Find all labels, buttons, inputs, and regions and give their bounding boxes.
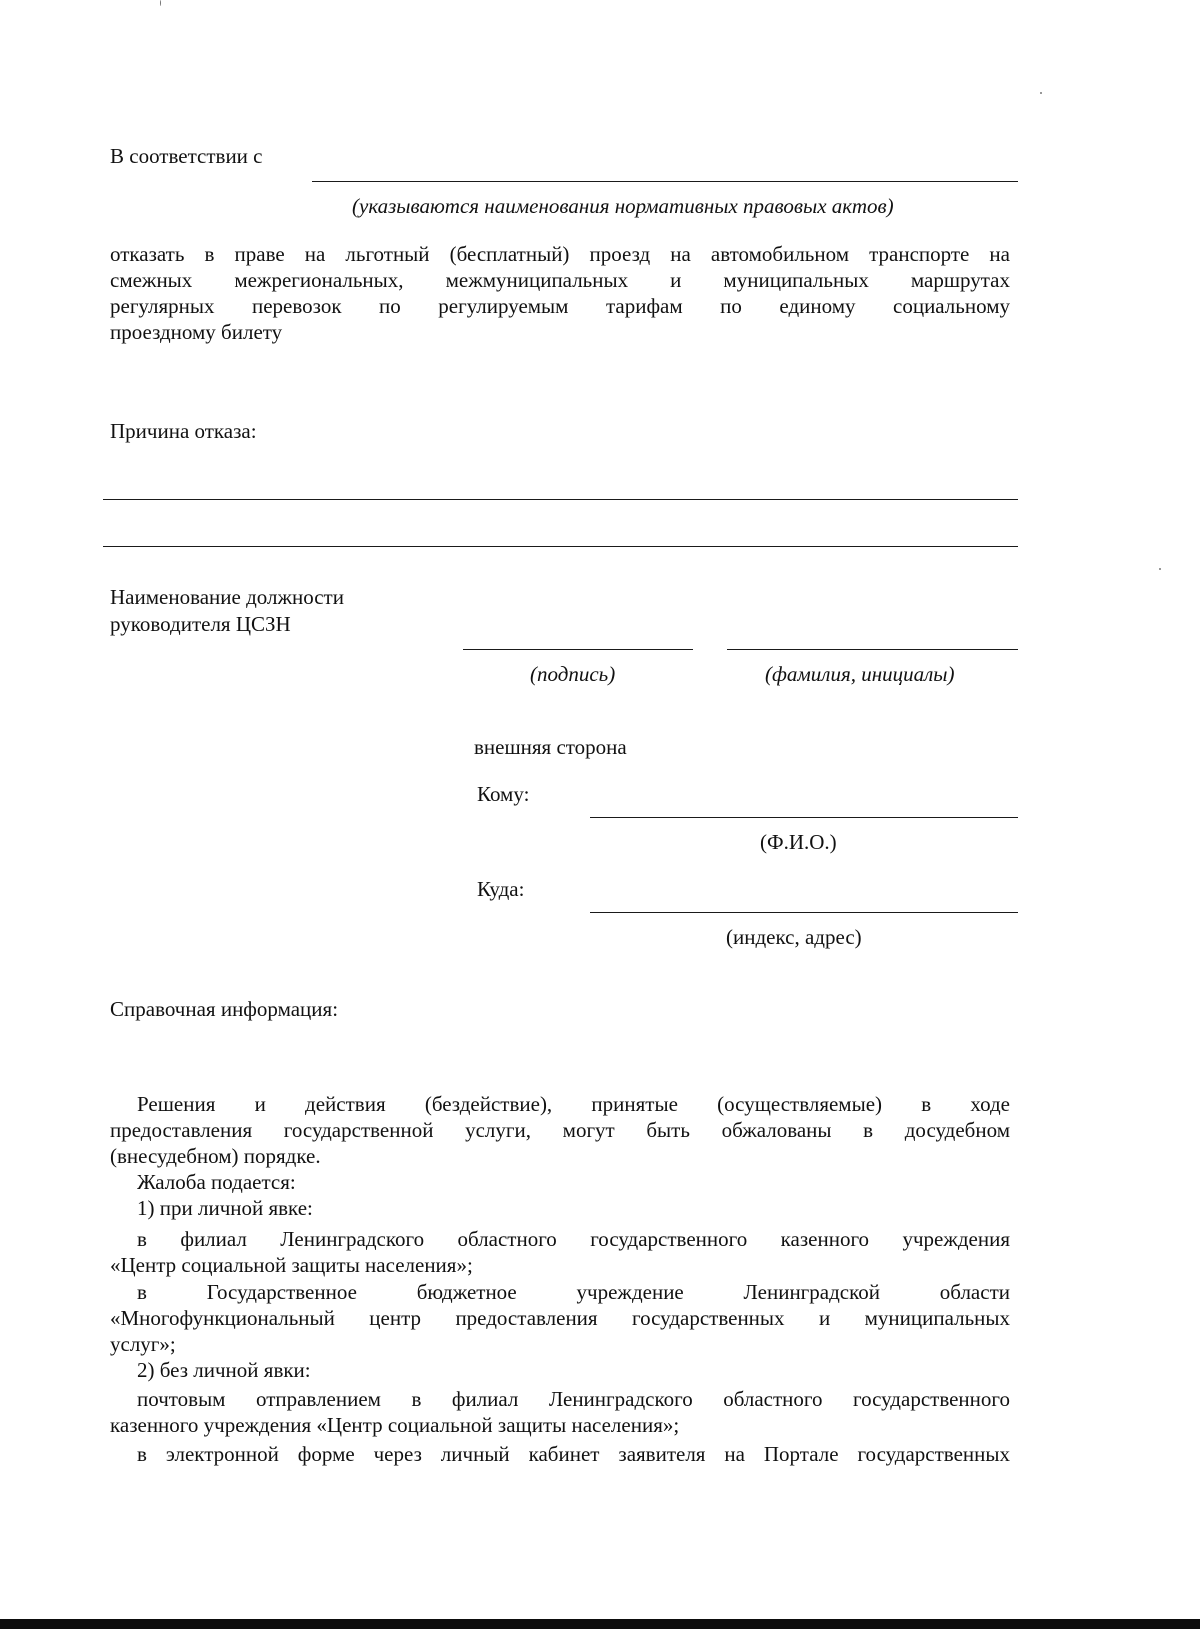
reference-line: Жалоба подается: — [137, 1170, 296, 1194]
according-to-label: В соответствии с — [110, 144, 263, 168]
scan-bottom-edge — [0, 1619, 1200, 1629]
scan-speck — [160, 0, 161, 6]
position-label-line-2: руководителя ЦСЗН — [110, 612, 291, 636]
acts-input-line[interactable] — [312, 181, 1018, 182]
scan-speck — [1159, 568, 1161, 570]
reference-line: (внесудебном) порядке. — [110, 1144, 321, 1168]
reference-line: казенного учреждения «Центр социальной защиты населения»; — [110, 1413, 680, 1437]
refusal-line-3: регулярных перевозок по регулируемым тарифам по единому социальному — [110, 294, 1010, 318]
name-line[interactable] — [727, 649, 1018, 650]
reference-line: предоставления государственной услуги, могут быть обжалованы в досудебном — [110, 1118, 1010, 1142]
reference-line: услуг»; — [110, 1332, 176, 1356]
reference-line: Решения и действия (бездействие), принятые (осуществляемые) в ходе — [137, 1092, 1010, 1116]
to-label: Кому: — [477, 782, 530, 806]
refusal-line-1: отказать в праве на льготный (бесплатный) проезд на автомобильном транспорте на — [110, 242, 1010, 266]
scan-speck — [1040, 92, 1042, 94]
reference-title: Справочная информация: — [110, 997, 339, 1021]
where-label: Куда: — [477, 877, 525, 901]
outer-side-label: внешняя сторона — [474, 735, 627, 759]
acts-caption: (указываются наименования нормативных правовых актов) — [352, 194, 894, 218]
fio-caption: (Ф.И.О.) — [760, 830, 837, 854]
where-line[interactable] — [590, 912, 1018, 913]
reference-line: в Государственное бюджетное учреждение Ленинградской области — [137, 1280, 1010, 1304]
reference-line: в электронной форме через личный кабинет заявителя на Портале государственных — [137, 1442, 1010, 1466]
refusal-line-2: смежных межрегиональных, межмуниципальных и муниципальных маршрутах — [110, 268, 1010, 292]
signature-line[interactable] — [463, 649, 693, 650]
reason-label: Причина отказа: — [110, 419, 257, 443]
signature-caption: (подпись) — [530, 662, 616, 686]
name-caption: (фамилия, инициалы) — [765, 662, 955, 686]
to-line[interactable] — [590, 817, 1018, 818]
position-label-line-1: Наименование должности — [110, 585, 344, 609]
reason-line-1[interactable] — [103, 499, 1018, 500]
reference-line: 2) без личной явки: — [137, 1358, 311, 1382]
reason-line-2[interactable] — [103, 546, 1018, 547]
refusal-line-4: проездному билету — [110, 320, 283, 344]
reference-line: в филиал Ленинградского областного государственного казенного учреждения — [137, 1227, 1010, 1251]
address-caption: (индекс, адрес) — [726, 925, 862, 949]
reference-line: «Центр социальной защиты населения»; — [110, 1253, 473, 1277]
reference-line: 1) при личной явке: — [137, 1196, 313, 1220]
reference-line: почтовым отправлением в филиал Ленинградского областного государственного — [137, 1387, 1010, 1411]
reference-line: «Многофункциональный центр предоставления государственных и муниципальных — [110, 1306, 1010, 1330]
